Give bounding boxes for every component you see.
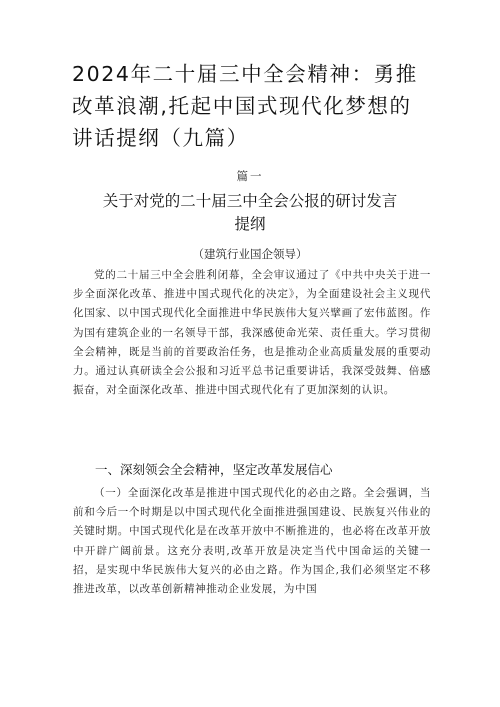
paragraph-intro: 党的二十届三中全会胜利闭幕，全会审议通过了《中共中央关于进一步全面深化改革、推进中国式现代化的决定》，为全面建设社会主义现代化国家、以中国式现代化全面推进中华民族伟大复兴擘画了宏伟蓝图。作为国有建筑企业的一名领导干部，我深感使命光荣、责任重大。学习贯彻全会精神，既是当前的首要政治任务，也是推动企业高质量发展的重要动力。通过认真研读全会公报和习近平总书记重要讲话，我深受鼓舞、倍感振奋，对全面深化改革、推进中国式现代化有了更加深刻的认识。 <box>73 269 431 397</box>
section-title: 关于对党的二十届三中全会公报的研讨发言提纲 <box>102 192 398 233</box>
document-title: 2024年二十届三中全会精神：勇推改革浪潮,托起中国式现代化梦想的讲话提纲（九篇） <box>72 62 418 150</box>
paragraph-body-1: （一）全面深化改革是推进中国式现代化的必由之路。全会强调，当前和今后一个时期是以中国式现代化全面推进强国建设、民族复兴伟业的关键时期。中国式现代化是在改革开放中不断推进的，也必将在改革开放中开辟广阔前景。这充分表明,改革开放是决定当代中国命运的关键一招，是实现中华民族伟大复兴的必由之路。作为国企,我们必须坚定不移推进改革，以改革创新精神推动企业发展，为中国 <box>73 487 431 596</box>
section-heading-1: 一、深刻领会全会精神，坚定改革发展信心 <box>95 462 333 477</box>
section-subtitle: （建筑行业国企领导） <box>192 247 308 261</box>
section-label: 篇一 <box>236 169 264 183</box>
